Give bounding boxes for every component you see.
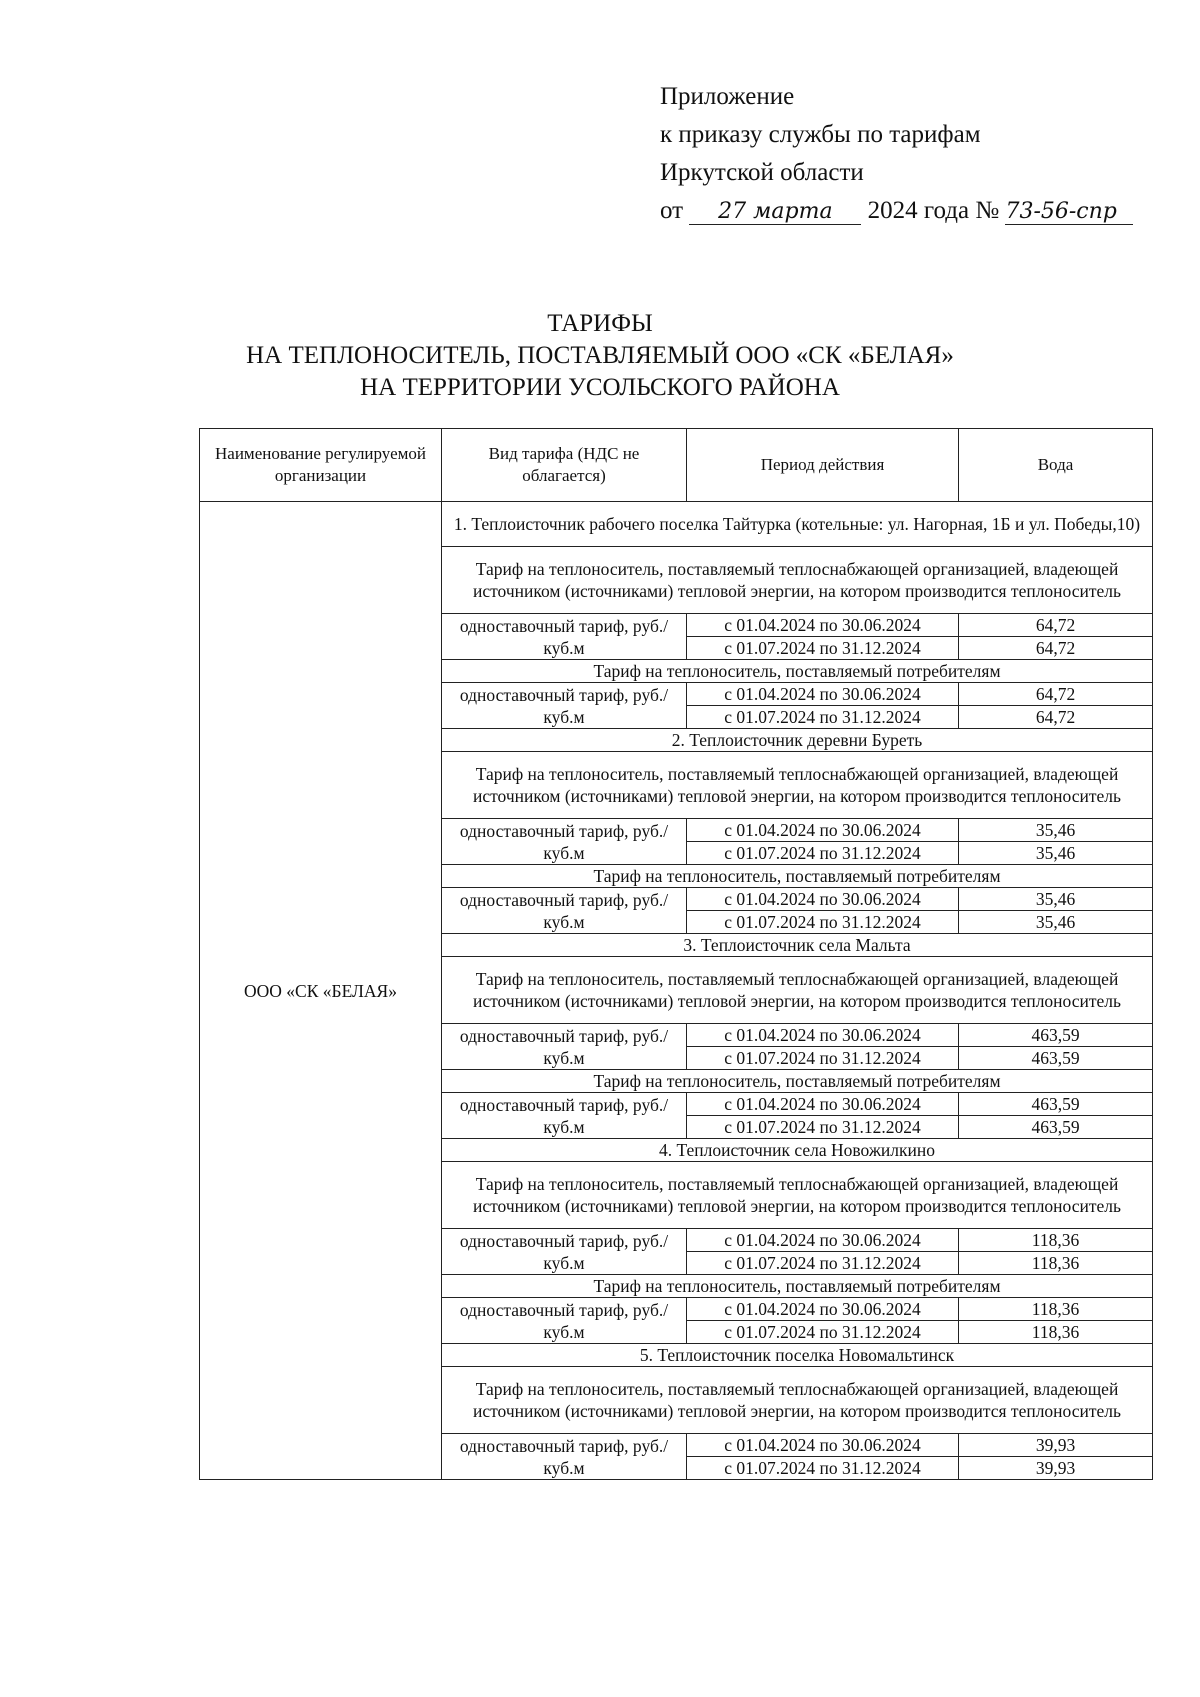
title-line: ТАРИФЫ bbox=[547, 310, 653, 337]
handwritten-order-number: 73-56-спр bbox=[1005, 200, 1133, 225]
tariff-consumers-label: Тариф на теплоноситель, поставляемый потребителям bbox=[442, 865, 1153, 888]
year-text: 2024 года № bbox=[867, 197, 1000, 224]
section-title: 3. Теплоисточник села Мальта bbox=[442, 934, 1153, 957]
appendix-line: Иркутской области bbox=[660, 159, 864, 186]
period-cell: с 01.07.2024 по 31.12.2024 bbox=[687, 1047, 959, 1070]
water-value: 64,72 bbox=[959, 614, 1153, 637]
water-value: 64,72 bbox=[959, 637, 1153, 660]
water-value: 39,93 bbox=[959, 1457, 1153, 1480]
header-tariff-type: Вид тарифа (НДС не облагается) bbox=[442, 429, 687, 502]
section-title: 4. Теплоисточник села Новожилкино bbox=[442, 1139, 1153, 1162]
rate-type: одноставочный тариф, руб./куб.м bbox=[442, 1434, 687, 1480]
water-value: 463,59 bbox=[959, 1116, 1153, 1139]
tariff-consumers-label: Тариф на теплоноситель, поставляемый потребителям bbox=[442, 660, 1153, 683]
period-cell: с 01.04.2024 по 30.06.2024 bbox=[687, 1024, 959, 1047]
period-cell: с 01.07.2024 по 31.12.2024 bbox=[687, 1457, 959, 1480]
organization-cell: ООО «СК «БЕЛАЯ» bbox=[200, 502, 442, 1480]
period-cell: с 01.04.2024 по 30.06.2024 bbox=[687, 1298, 959, 1321]
section-title: 1. Теплоисточник рабочего поселка Тайтурка (котельные: ул. Нагорная, 1Б и ул. Победы,10) bbox=[442, 502, 1153, 547]
water-value: 118,36 bbox=[959, 1321, 1153, 1344]
tariff-consumers-label: Тариф на теплоноситель, поставляемый потребителям bbox=[442, 1070, 1153, 1093]
water-value: 463,59 bbox=[959, 1047, 1153, 1070]
period-cell: с 01.07.2024 по 31.12.2024 bbox=[687, 706, 959, 729]
water-value: 39,93 bbox=[959, 1434, 1153, 1457]
header-org: Наименование регулируемой организации bbox=[200, 429, 442, 502]
rate-type: одноставочный тариф, руб./куб.м bbox=[442, 819, 687, 865]
handwritten-date: 27 марта bbox=[689, 200, 861, 225]
period-cell: с 01.04.2024 по 30.06.2024 bbox=[687, 683, 959, 706]
rate-type: одноставочный тариф, руб./куб.м bbox=[442, 888, 687, 934]
rate-type: одноставочный тариф, руб./куб.м bbox=[442, 1229, 687, 1275]
tariff-supplier-label: Тариф на теплоноситель, поставляемый теплоснабжающей организацией, владеющей источником (источниками) тепловой энергии, на котором производится теплоноситель bbox=[442, 547, 1153, 614]
rate-type: одноставочный тариф, руб./куб.м bbox=[442, 683, 687, 729]
period-cell: с 01.07.2024 по 31.12.2024 bbox=[687, 911, 959, 934]
header-period: Период действия bbox=[687, 429, 959, 502]
water-value: 64,72 bbox=[959, 706, 1153, 729]
period-cell: с 01.07.2024 по 31.12.2024 bbox=[687, 1116, 959, 1139]
date-prefix: от bbox=[660, 197, 684, 224]
period-cell: с 01.07.2024 по 31.12.2024 bbox=[687, 637, 959, 660]
rate-type: одноставочный тариф, руб./куб.м bbox=[442, 1093, 687, 1139]
tariff-supplier-label: Тариф на теплоноситель, поставляемый теплоснабжающей организацией, владеющей источником (источниками) тепловой энергии, на котором производится теплоноситель bbox=[442, 1367, 1153, 1434]
tariff-supplier-label: Тариф на теплоноситель, поставляемый теплоснабжающей организацией, владеющей источником (источниками) тепловой энергии, на котором производится теплоноситель bbox=[442, 957, 1153, 1024]
period-cell: с 01.04.2024 по 30.06.2024 bbox=[687, 1093, 959, 1116]
rate-type: одноставочный тариф, руб./куб.м bbox=[442, 614, 687, 660]
period-cell: с 01.04.2024 по 30.06.2024 bbox=[687, 819, 959, 842]
order-date-line bbox=[660, 192, 1133, 230]
appendix-line: к приказу службы по тарифам bbox=[660, 121, 981, 148]
period-cell: с 01.04.2024 по 30.06.2024 bbox=[687, 614, 959, 637]
water-value: 35,46 bbox=[959, 819, 1153, 842]
header-water: Вода bbox=[959, 429, 1153, 502]
period-cell: с 01.07.2024 по 31.12.2024 bbox=[687, 1321, 959, 1344]
tariff-table bbox=[199, 428, 1153, 1480]
period-cell: с 01.04.2024 по 30.06.2024 bbox=[687, 1229, 959, 1252]
water-value: 463,59 bbox=[959, 1093, 1153, 1116]
water-value: 35,46 bbox=[959, 842, 1153, 865]
appendix-block bbox=[660, 78, 1133, 230]
section-title: 2. Теплоисточник деревни Буреть bbox=[442, 729, 1153, 752]
period-cell: с 01.07.2024 по 31.12.2024 bbox=[687, 842, 959, 865]
rate-type: одноставочный тариф, руб./куб.м bbox=[442, 1298, 687, 1344]
water-value: 118,36 bbox=[959, 1252, 1153, 1275]
section-title: 5. Теплоисточник поселка Новомальтинск bbox=[442, 1344, 1153, 1367]
water-value: 35,46 bbox=[959, 911, 1153, 934]
water-value: 118,36 bbox=[959, 1229, 1153, 1252]
rate-type: одноставочный тариф, руб./куб.м bbox=[442, 1024, 687, 1070]
title-line: НА ТЕПЛОНОСИТЕЛЬ, ПОСТАВЛЯЕМЫЙ ООО «СК «БЕЛАЯ» bbox=[246, 342, 954, 369]
tariff-supplier-label: Тариф на теплоноситель, поставляемый теплоснабжающей организацией, владеющей источником (источниками) тепловой энергии, на котором производится теплоноситель bbox=[442, 1162, 1153, 1229]
water-value: 64,72 bbox=[959, 683, 1153, 706]
tariff-supplier-label: Тариф на теплоноситель, поставляемый теплоснабжающей организацией, владеющей источником (источниками) тепловой энергии, на котором производится теплоноситель bbox=[442, 752, 1153, 819]
period-cell: с 01.04.2024 по 30.06.2024 bbox=[687, 888, 959, 911]
period-cell: с 01.04.2024 по 30.06.2024 bbox=[687, 1434, 959, 1457]
water-value: 463,59 bbox=[959, 1024, 1153, 1047]
document-title bbox=[0, 308, 1200, 404]
tariff-consumers-label: Тариф на теплоноситель, поставляемый потребителям bbox=[442, 1275, 1153, 1298]
period-cell: с 01.07.2024 по 31.12.2024 bbox=[687, 1252, 959, 1275]
water-value: 35,46 bbox=[959, 888, 1153, 911]
title-line: НА ТЕРРИТОРИИ УСОЛЬСКОГО РАЙОНА bbox=[360, 374, 840, 401]
appendix-line: Приложение bbox=[660, 83, 795, 110]
water-value: 118,36 bbox=[959, 1298, 1153, 1321]
